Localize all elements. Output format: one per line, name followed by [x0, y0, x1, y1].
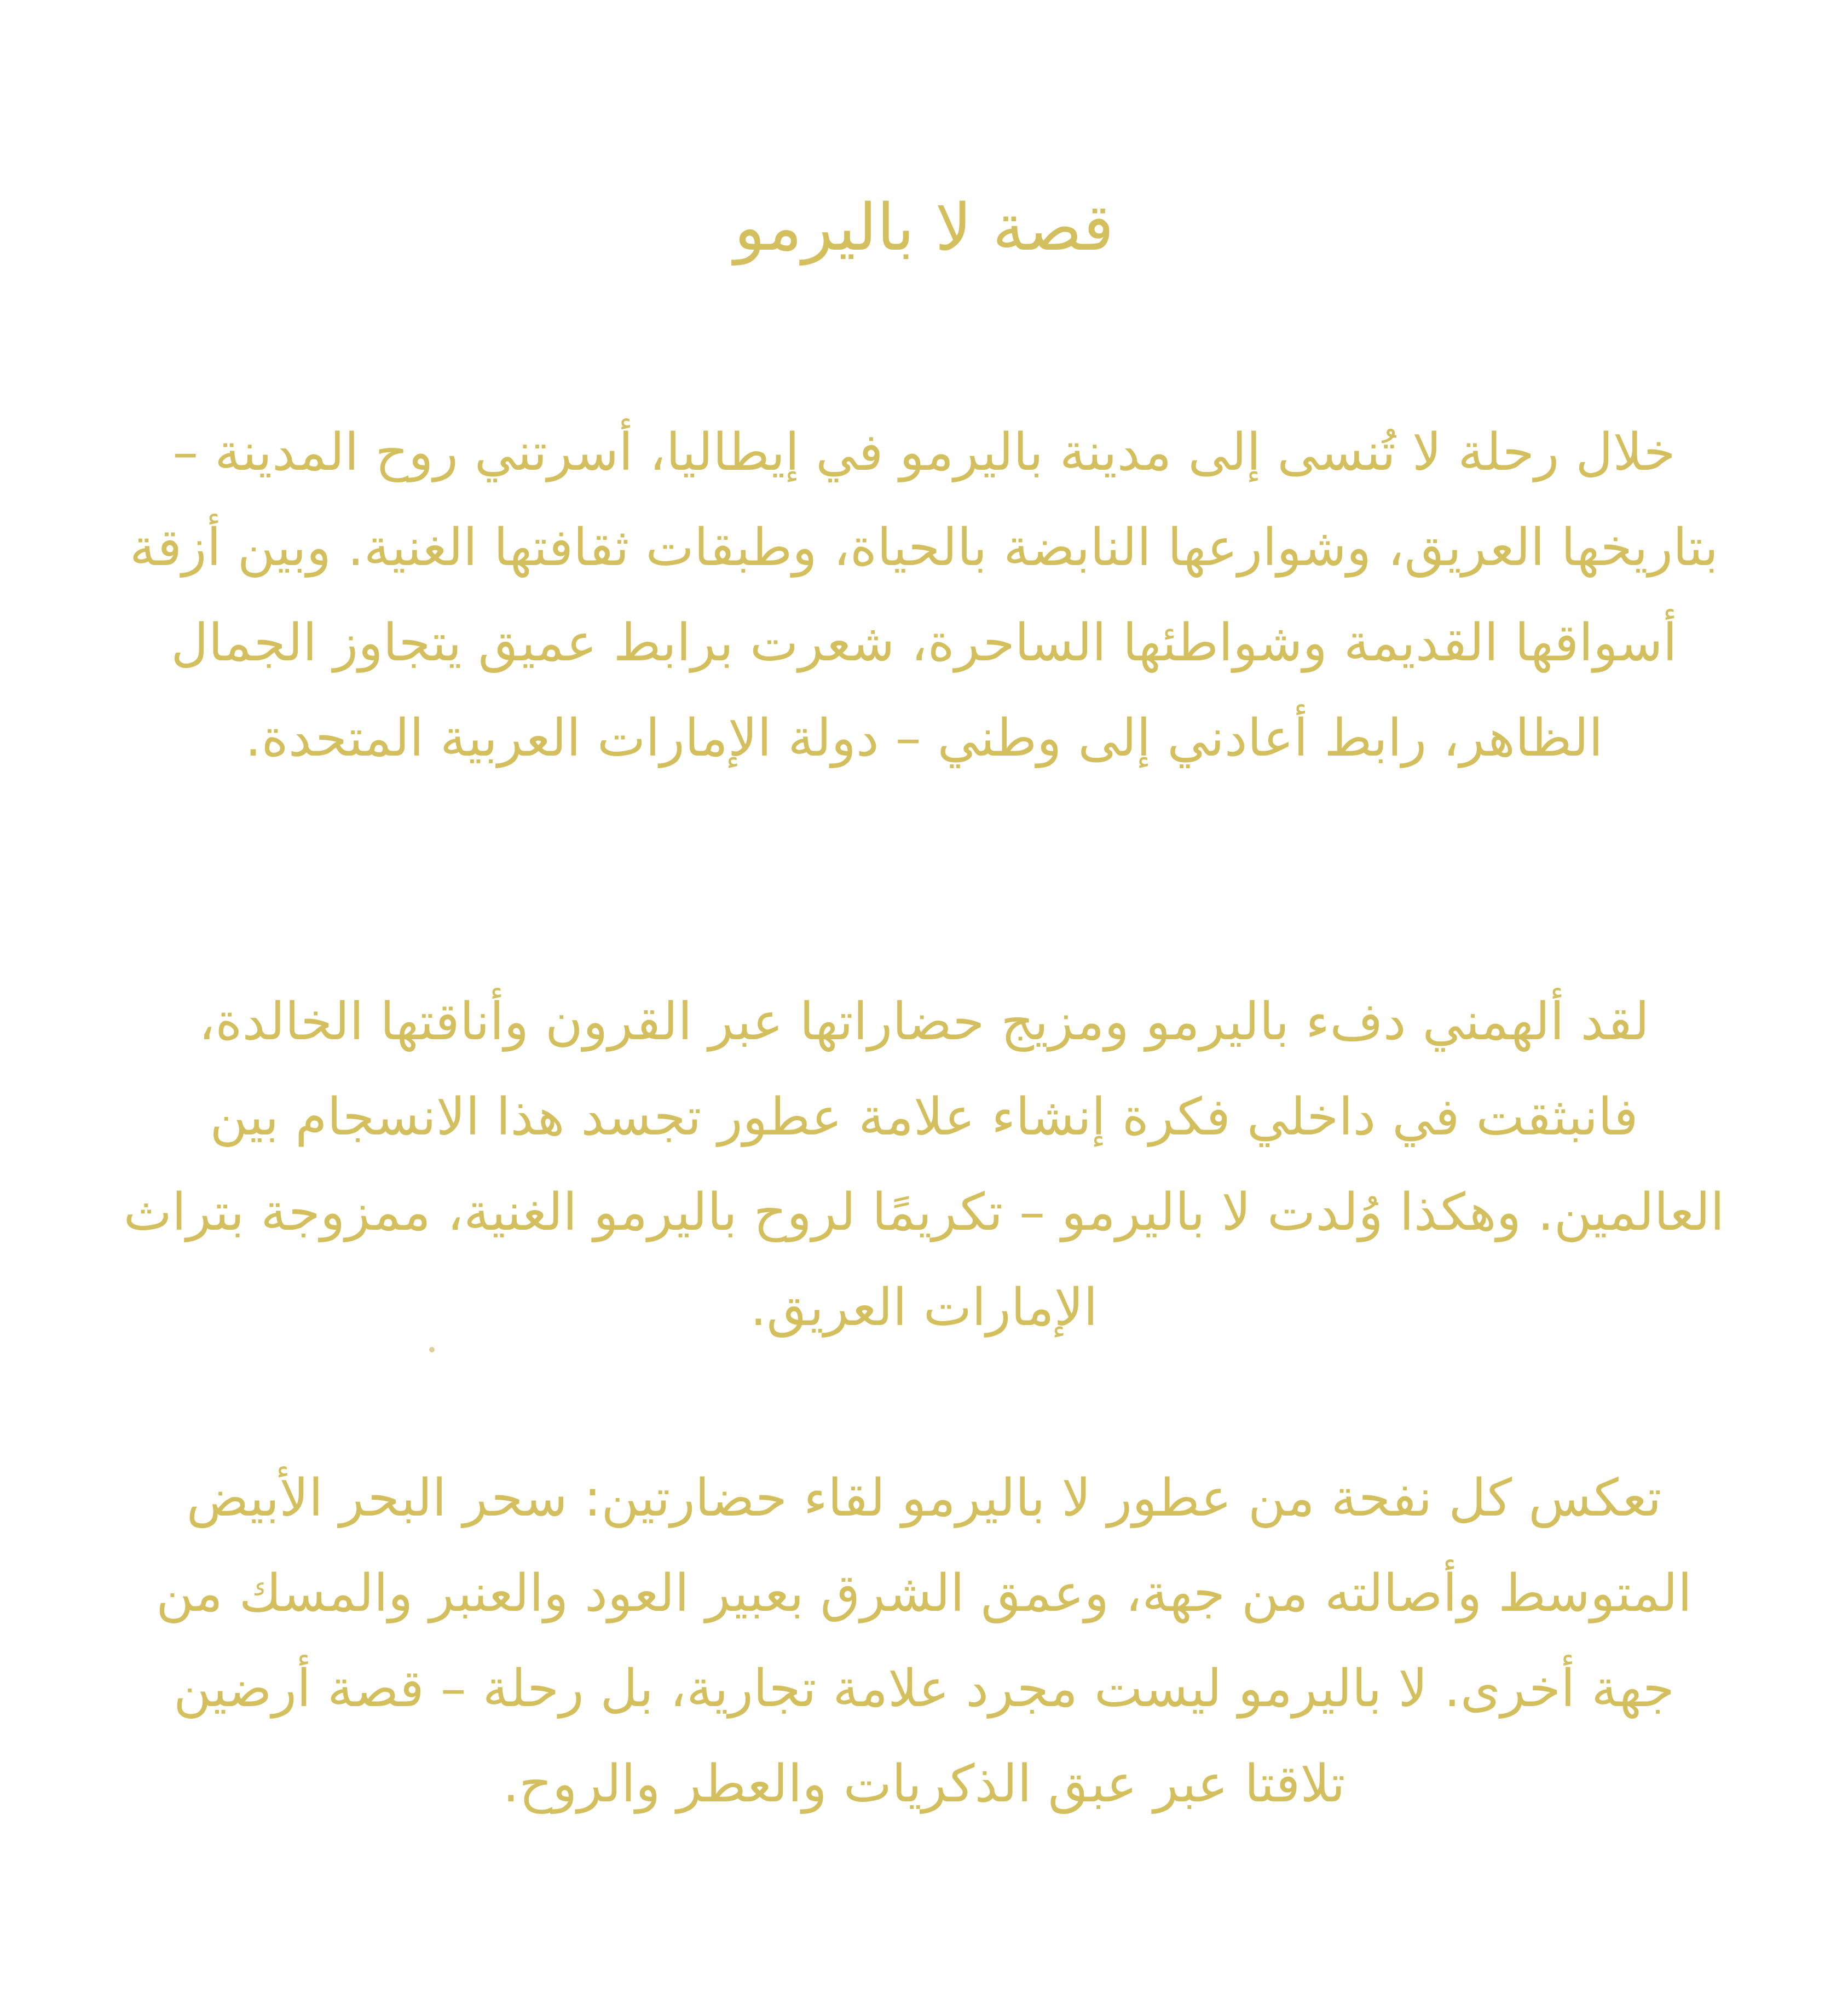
page-title: قصة لا باليرمو — [734, 189, 1114, 265]
story-paragraph-2: لقد ألهمني دفء باليرمو ومزيج حضاراتها عبر القرون وأناقتها الخالدة، فانبثقت في داخلي فكرة إنشاء علامة عطور تجسد هذا الانسجام بين العالمين. وهكذا وُلدت لا باليرمو – تكريمًا لروح باليرمو الغنية، ممزوجة بتراث الإمارات العريق. — [123, 992, 1725, 1338]
story-paragraph-3: تعكس كل نفحة من عطور لا باليرمو لقاء حضارتين: سحر البحر الأبيض المتوسط وأصالته من جهة، وعمق الشرق بعبير العود والعنبر والمسك من جهة أخرى. لا باليرمو ليست مجرد علامة تجارية، بل رحلة – قصة أرضين تلاقتا عبر عبق الذكريات والعطر والروح. — [155, 1468, 1693, 1814]
decorative-dot — [429, 1347, 435, 1352]
story-paragraph-1: خلال رحلة لا تُنسى إلى مدينة باليرمو في إيطاليا، أسرتني روح المدينة – بتاريخها العريق، وشوارعها النابضة بالحياة، وطبقات ثقافتها الغنية. وبين أزقة أسواقها القديمة وشواطئها الساحرة، شعرت برابط عميق يتجاوز الجمال الظاهر، رابط أعادني إلى وطني – دولة الإمارات العربية المتحدة. — [129, 423, 1719, 768]
